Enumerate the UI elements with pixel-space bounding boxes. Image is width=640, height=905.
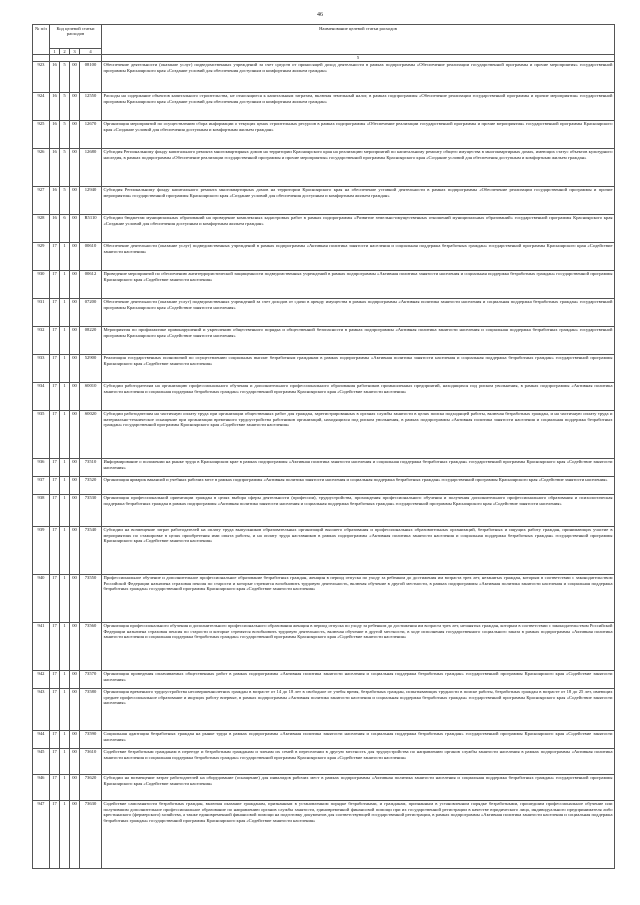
code-program: 17 [50,242,60,270]
row-description: Субсидии работодателям на организацию профессионального обучения и дополнительного профессионального образования работников промышленных предприятий, находящихся под риском увольнения, в рамках подпрограммы «Активная политика занятости населения и социальная поддержка безработных граждан» государственной программы Красноярского края «Содействие занятости населения» [102,382,615,410]
code-subprogram: 1 [60,774,70,800]
row-description: Организация профессионального обучения и дополнительного профессионального образования женщин в период отпуска по уходу за ребенком до достижения им возраста трех лет, незанятых граждан, которым в соответствии с законодательством Российской Федерации назначена страховая пенсия по старости и которые стремятся возобновить трудовую деятельность, включая обучение в другой местности, в ходе исполнения государственного социального заказа в рамках подпрограммы «Активная политика занятости населения и социальная поддержка безработных граждан» государственной программы Красноярского края «Содействие занятости населения» [102,622,615,670]
row-description: Мероприятия по профилактике правонарушений и укреплению общественного порядка и общественной безопасности в рамках подпрограммы «Активная политика занятости населения и социальная поддержка безработных граждан» государственной программы Красноярского края «Содействие занятости населения» [102,326,615,354]
code-expense: 73590 [80,730,102,748]
code-direction: 00 [70,574,80,622]
table-row [33,748,615,774]
row-description: Организация временного трудоустройства несовершеннолетних граждан в возрасте от 14 до 18 лет в свободное от учебы время, безработных граждан, испытывающих трудности в поиске работы, безработных граждан в возрасте от 18 до 25 лет, имеющих среднее профессиональное образование и ищущих работу впервые, в рамках подпрограммы «Активная политика занятости населения и социальная поддержка безработных граждан» государственной программы Красноярского края «Содействие занятости населения» [102,688,615,730]
table-row [33,148,615,186]
code-expense: 12680 [80,148,102,186]
code-program: 17 [50,410,60,458]
code-subprogram: 1 [60,494,70,526]
row-number: 941 [33,622,50,670]
table-row [33,242,615,270]
code-subprogram: 5 [60,148,70,186]
code-direction: 00 [70,748,80,774]
row-description: Субсидии бюджетам муниципальных образований на проведение комплексных кадастровых работ в рамках подпрограммы «Развитие земельно-имущественных отношений муниципальных образований» государственной программы Красноярского края «Создание условий для обеспечения доступным и комфортным жильем граждан» [102,214,615,242]
code-expense: 73540 [80,526,102,574]
code-program: 17 [50,458,60,476]
code-direction: 00 [70,622,80,670]
code-subprogram: 1 [60,670,70,688]
code-expense: 00612 [80,270,102,298]
row-number: 945 [33,748,50,774]
code-expense: 07200 [80,298,102,326]
code-subprogram: 1 [60,526,70,574]
row-number: 940 [33,574,50,622]
code-direction: 00 [70,688,80,730]
row-number: 934 [33,382,50,410]
row-description: Организация проведения оплачиваемых общественных работ в рамках подпрограммы «Активная политика занятости населения и социальная поддержка безработных граждан» государственной программы Красноярского края «Содействие занятости населения» [102,670,615,688]
code-subprogram: 6 [60,214,70,242]
code-direction: 00 [70,214,80,242]
code-expense: 73620 [80,774,102,800]
row-description: Обеспечение деятельности (оказание услуг) подведомственных учреждений за счет средств от приносящей доход деятельности в рамках подпрограммы «Обеспечение реализации государственной программы и прочие мероприятия» государственной программы Красноярского края «Создание условий для обеспечения доступным и комфортным жильем граждан» [102,61,615,92]
code-subprogram: 1 [60,354,70,382]
code-direction: 00 [70,382,80,410]
row-number: 933 [33,354,50,382]
code-expense: S0010 [80,382,102,410]
table-row [33,382,615,410]
code-direction: 00 [70,774,80,800]
row-description: Субсидии на возмещение затрат работодателей на оборудование (оснащение) для инвалидов рабочих мест в рамках подпрограммы «Активная политика занятости населения и социальная поддержка безработных граждан» государственной программы Красноярского края «Содействие занятости населения» [102,774,615,800]
code-direction: 00 [70,148,80,186]
code-direction: 00 [70,242,80,270]
code-expense: 00610 [80,242,102,270]
code-direction: 00 [70,670,80,688]
table-row [33,622,615,670]
row-description: Обеспечение деятельности (оказание услуг) подведомственных учреждений в рамках подпрограммы «Активная политика занятости населения и социальная поддержка безработных граждан» государственной программы Красноярского края «Содействие занятости населения» [102,242,615,270]
code-direction: 00 [70,92,80,120]
code-subprogram: 5 [60,186,70,214]
row-number: 937 [33,476,50,494]
table-row [33,670,615,688]
code-program: 17 [50,270,60,298]
row-number: 938 [33,494,50,526]
code-subprogram: 5 [60,120,70,148]
code-program: 16 [50,186,60,214]
table-row [33,354,615,382]
code-direction: 00 [70,270,80,298]
row-number: 932 [33,326,50,354]
code-expense: 73530 [80,494,102,526]
table-row [33,410,615,458]
row-number: 925 [33,120,50,148]
table-body [33,61,615,868]
table-row [33,526,615,574]
code-expense: 12550 [80,92,102,120]
row-number: 943 [33,688,50,730]
row-description: Содействие безработным гражданам в переезде и безработным гражданам и членам их семей в переселении в другую местность для трудоустройства по направлению органов службы занятости населения в рамках подпрограммы «Активная политика занятости населения и социальная поддержка безработных граждан» государственной программы Красноярского края «Содействие занятости населения» [102,748,615,774]
code-subprogram: 1 [60,622,70,670]
page-number: 46 [317,12,323,18]
code-expense: 73580 [80,688,102,730]
table-row [33,730,615,748]
code-expense: 73630 [80,800,102,868]
code-program: 17 [50,326,60,354]
code-expense: 73510 [80,458,102,476]
code-expense: S0020 [80,410,102,458]
table-row [33,186,615,214]
code-direction: 00 [70,494,80,526]
row-description: Организация мероприятий по осуществлению сбора информации о текущих ценах строительных ресурсов в рамках подпрограммы «Обеспечение реализации государственной программы и прочие мероприятия» государственной программы Красноярского края «Создание условий для обеспечения доступным и комфортным жильем граждан» [102,120,615,148]
row-number: 936 [33,458,50,476]
row-description: Информирование о положении на рынке труда в Красноярском крае в рамках подпрограммы «Активная политика занятости населения и социальная поддержка безработных граждан» государственной программы Красноярского края «Содействие занятости населения» [102,458,615,476]
table-row [33,214,615,242]
row-number: 931 [33,298,50,326]
table-row [33,574,615,622]
table-row [33,270,615,298]
row-number: 946 [33,774,50,800]
code-program: 17 [50,494,60,526]
code-subprogram: 1 [60,730,70,748]
code-direction: 00 [70,458,80,476]
code-program: 17 [50,730,60,748]
code-subprogram: 1 [60,574,70,622]
code-direction: 00 [70,410,80,458]
row-number: 924 [33,92,50,120]
row-number: 927 [33,186,50,214]
code-program: 17 [50,574,60,622]
row-number: 928 [33,214,50,242]
code-program: 16 [50,92,60,120]
table-row [33,774,615,800]
row-number: 944 [33,730,50,748]
code-subprogram: 5 [60,92,70,120]
code-expense: 12940 [80,186,102,214]
code-subprogram: 1 [60,242,70,270]
code-expense: 12670 [80,120,102,148]
row-number: 935 [33,410,50,458]
code-direction: 00 [70,354,80,382]
table-row [33,120,615,148]
row-number: 939 [33,526,50,574]
header-col-number: 1 [50,49,60,55]
code-subprogram: 1 [60,382,70,410]
row-number: 930 [33,270,50,298]
row-number: 923 [33,61,50,92]
code-expense: 52900 [80,354,102,382]
table-row [33,298,615,326]
row-number: 929 [33,242,50,270]
code-program: 16 [50,148,60,186]
code-program: 17 [50,670,60,688]
code-direction: 00 [70,800,80,868]
header-name: Наименование целевой статьи расходов [102,25,615,55]
code-subprogram: 5 [60,61,70,92]
code-expense: 08100 [80,61,102,92]
code-expense: 73560 [80,622,102,670]
code-subprogram: 1 [60,410,70,458]
row-description: Субсидия Региональному фонду капитального ремонта многоквартирных домов на территории Красноярского края на реализацию мероприятий по капитальному ремонту общего имущества в многоквартирных домах, имеющих статус объектов культурного наследия, в рамках подпрограммы «Обеспечение реализации государственной программы и прочие мероприятия» государственной программы Красноярского края «Создание условий для обеспечения доступным и комфортным жильем граждан» [102,148,615,186]
code-program: 17 [50,774,60,800]
code-subprogram: 1 [60,748,70,774]
header-number: № п/п [33,25,50,55]
header-col-number: 5 [102,55,615,61]
table-row [33,800,615,868]
code-expense: 08220 [80,326,102,354]
code-direction: 00 [70,120,80,148]
header-code-group: Код целевой статьи расходов [50,25,102,49]
table-row [33,326,615,354]
row-description: Профессиональное обучение и дополнительное профессиональное образование безработных граждан, женщин в период отпуска по уходу за ребенком до достижения им возраста трех лет, незанятых граждан, которым в соответствии с законодательством Российской Федерации назначена страховая пенсия по старости и которые стремятся возобновить трудовую деятельность, включая обучение в другой местности, в рамках подпрограммы «Активная политика занятости населения и социальная поддержка безработных граждан» государственной программы Красноярского края «Содействие занятости населения» [102,574,615,622]
header-col-number: 2 [60,49,70,55]
code-direction: 00 [70,326,80,354]
code-subprogram: 1 [60,458,70,476]
row-description: Субсидии работодателям на частичную оплату труда при организации общественных работ для граждан, зарегистрированных в органах службы занятости в целях поиска подходящей работы, включая безработных граждан, и на частичную оплату труда и материально-техническое оснащение при организации временного трудоустройства работников организаций, находящихся под риском увольнения, в рамках подпрограммы «Активная политика занятости населения и социальная поддержка безработных граждан» государственной программы Красноярского края «Содействие занятости населения» [102,410,615,458]
code-expense: 73570 [80,670,102,688]
code-subprogram: 1 [60,476,70,494]
code-program: 17 [50,526,60,574]
code-program: 17 [50,476,60,494]
row-description: Реализация государственных полномочий по осуществлению социальных выплат безработным гражданам в рамках подпрограммы «Активная политика занятости населения и социальная поддержка безработных граждан» государственной программы Красноярского края «Содействие занятости населения» [102,354,615,382]
row-number: 926 [33,148,50,186]
code-direction: 00 [70,186,80,214]
row-description: Субсидия Региональному фонду капитального ремонта многоквартирных домов на территории Красноярского края на обеспечение уставной деятельности в рамках подпрограммы «Обеспечение реализации государственной программы и прочие мероприятия» государственной программы Красноярского края «Создание условий для обеспечения доступным и комфортным жильем граждан» [102,186,615,214]
code-subprogram: 1 [60,688,70,730]
code-program: 16 [50,120,60,148]
header-col-number: 4 [80,49,102,55]
code-program: 17 [50,688,60,730]
table-row [33,61,615,92]
code-direction: 00 [70,61,80,92]
code-direction: 00 [70,298,80,326]
code-program: 17 [50,622,60,670]
code-program: 17 [50,354,60,382]
code-expense: 73520 [80,476,102,494]
row-description: Организация профессиональной ориентации граждан в целях выбора сферы деятельности (профессии), трудоустройства, прохождения профессионального обучения и получения дополнительного профессионального образования и психологическая поддержка безработных граждан в рамках подпрограммы «Активная политика занятости населения и социальная поддержка безработных граждан» государственной программы Красноярского края «Содействие занятости населения» [102,494,615,526]
code-expense: R5110 [80,214,102,242]
code-program: 17 [50,748,60,774]
code-program: 16 [50,214,60,242]
code-subprogram: 1 [60,800,70,868]
code-program: 16 [50,61,60,92]
row-description: Содействие самозанятости безработных граждан, включая оказание гражданам, признанным в установленном порядке безработными, и гражданам, признанным в установленном порядке безработными, прошедшим профессиональное обучение или получившим дополнительное профессиональное образование по направлению органов службы занятости, единовременной финансовой помощи при их государственной регистрации в качестве юридического лица, индивидуального предпринимателя либо крестьянского (фермерского) хозяйства, а также единовременной финансовой помощи на подготовку документов для соответствующей государственной регистрации, в рамках подпрограммы «Активная политика занятости населения и социальная поддержка безработных граждан» государственной программы Красноярского края «Содействие занятости населения» [102,800,615,868]
row-description: Обеспечение деятельности (оказание услуг) подведомственных учреждений за счет доходов от сдачи в аренду имущества в рамках подпрограммы «Активная политика занятости населения и социальная поддержка безработных граждан» государственной программы Красноярского края «Содействие занятости населения» [102,298,615,326]
row-description: Организация ярмарок вакансий и учебных рабочих мест в рамках подпрограммы «Активная политика занятости населения и социальная поддержка безработных граждан» государственной программы Красноярского края «Содействие занятости населения» [102,476,615,494]
code-direction: 00 [70,526,80,574]
code-expense: 73550 [80,574,102,622]
code-direction: 00 [70,476,80,494]
code-program: 17 [50,382,60,410]
code-program: 17 [50,298,60,326]
code-subprogram: 1 [60,326,70,354]
table-row [33,476,615,494]
code-subprogram: 1 [60,270,70,298]
budget-table [32,24,615,869]
table-row [33,494,615,526]
code-program: 17 [50,800,60,868]
row-description: Проведение мероприятий по обеспечению антитеррористической защищенности подведомственных учреждений в рамках подпрограммы «Активная политика занятости населения и социальная поддержка безработных граждан» государственной программы Красноярского края «Содействие занятости населения» [102,270,615,298]
code-subprogram: 1 [60,298,70,326]
row-number: 942 [33,670,50,688]
code-expense: 73610 [80,748,102,774]
table-row [33,92,615,120]
row-description: Расходы на содержание объектов капитального строительства, не относящиеся к капитальным затратам, включая земельный налог, в рамках подпрограммы «Обеспечение реализации государственной программы и прочие мероприятия» государственной программы Красноярского края «Создание условий для обеспечения доступным и комфортным жильем граждан» [102,92,615,120]
table-row [33,688,615,730]
row-description: Социальная адаптация безработных граждан на рынке труда в рамках подпрограммы «Активная политика занятости населения и социальная поддержка безработных граждан» государственной программы Красноярского края «Содействие занятости населения» [102,730,615,748]
row-number: 947 [33,800,50,868]
code-direction: 00 [70,730,80,748]
table-row [33,458,615,476]
header-col-number: 3 [70,49,80,55]
row-description: Субсидии на возмещение затрат работодателей на оплату труда выпускников образовательных организаций высшего образования и профессиональных образовательных организаций, безработных и ищущих работу граждан, принимающих участие в мероприятиях по стажировке в целях приобретения ими опыта работы, и на оплату труда наставников в рамках подпрограммы «Активная политика занятости населения и социальная поддержка безработных граждан» государственной программы Красноярского края «Содействие занятости населения» [102,526,615,574]
